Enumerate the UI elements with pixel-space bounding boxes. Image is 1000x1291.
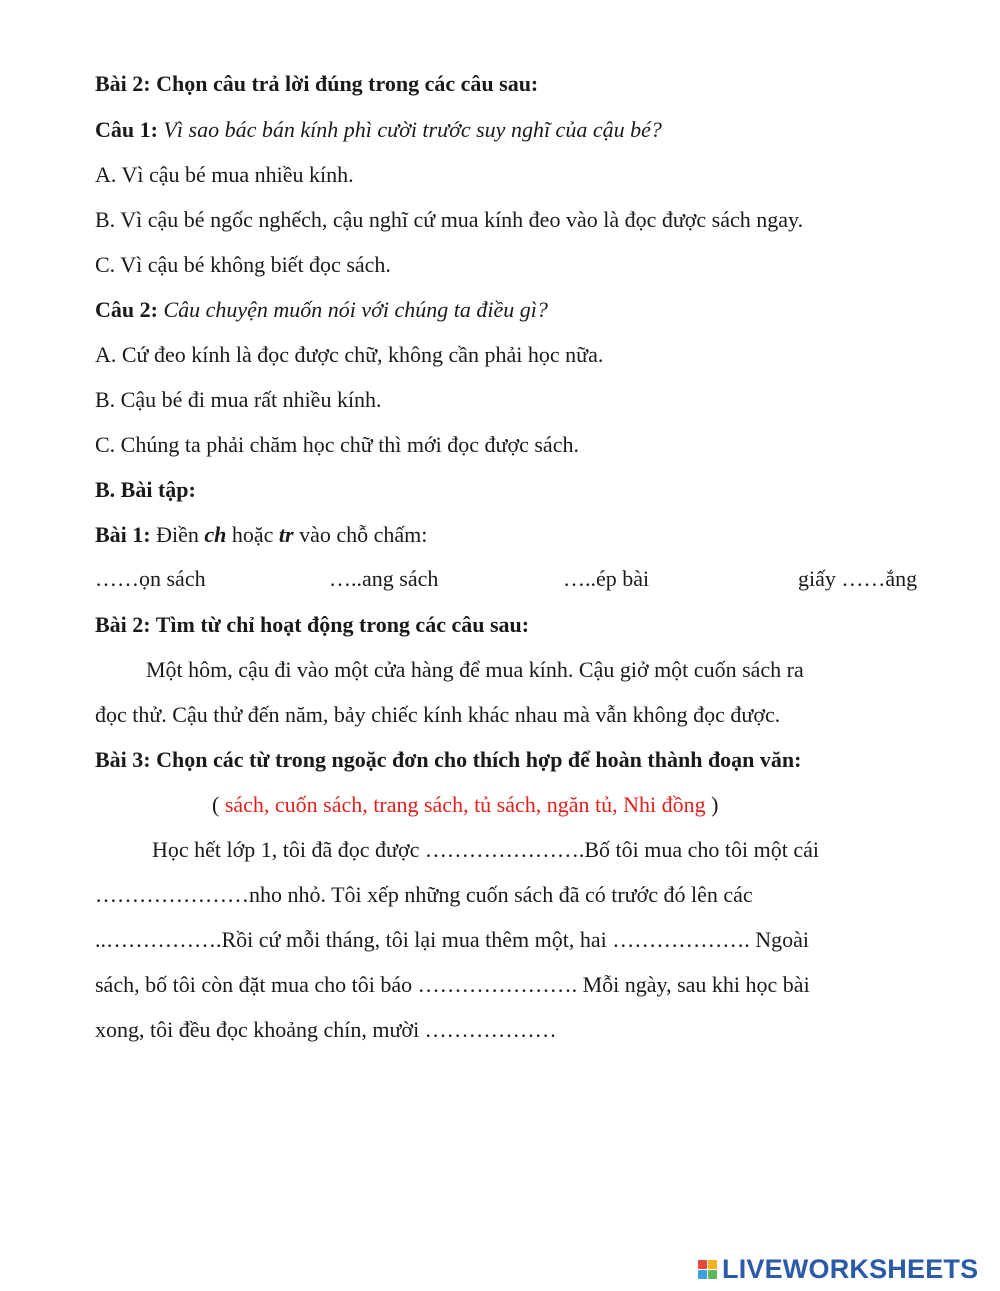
- q1-option-b: B. Vì cậu bé ngốc nghếch, cậu nghĩ cứ mua kính đeo vào là đọc được sách ngay.: [95, 207, 804, 232]
- exercise-1-instruction: [95, 521, 427, 549]
- exercise-2-paragraph-line-2: đọc thử. Cậu thử đến năm, bảy chiếc kính khác nhau mà vẫn không đọc được.: [95, 702, 781, 727]
- q1-option-a: A. Vì cậu bé mua nhiều kính.: [95, 162, 354, 187]
- question-2-label: Câu 2:: [95, 297, 158, 322]
- q2-option-c: C. Chúng ta phải chăm học chữ thì mới đọc được sách.: [95, 432, 579, 457]
- blank-item-1[interactable]: ……ọn sách: [95, 566, 206, 591]
- question-2: [95, 296, 548, 324]
- word-bank-words: sách, cuốn sách, trang sách, tủ sách, ngăn tủ, Nhi đồng: [224, 792, 706, 817]
- word-bank: [212, 791, 718, 819]
- logo-block: [708, 1260, 717, 1269]
- logo-block: [698, 1270, 707, 1279]
- logo-block: [698, 1260, 707, 1269]
- blank-item-3[interactable]: …..ép bài: [563, 566, 650, 591]
- exercise-1-option-ch: ch: [204, 522, 227, 547]
- q1-option-c: C. Vì cậu bé không biết đọc sách.: [95, 252, 391, 277]
- blank-item-4[interactable]: giấy ……ắng: [798, 566, 918, 591]
- question-1-label: Câu 1:: [95, 117, 158, 142]
- exercise-3-line-5[interactable]: xong, tôi đều đọc khoảng chín, mười ………………: [95, 1017, 557, 1042]
- exercise-1-text-pre: Điền: [156, 522, 199, 547]
- question-1-text: Vì sao bác bán kính phì cười trước suy nghĩ của cậu bé?: [163, 117, 662, 142]
- exercise-1-word-or: hoặc: [231, 522, 274, 547]
- exercise-3-line-1[interactable]: Học hết lớp 1, tôi đã đọc được ………………….Bố tôi mua cho tôi một cái: [152, 837, 819, 862]
- exercise-3-line-2[interactable]: …………………nho nhỏ. Tôi xếp những cuốn sách đã có trước đó lên các: [95, 882, 753, 907]
- exercise-1-label: Bài 1:: [95, 522, 151, 547]
- question-1: [95, 116, 662, 144]
- q2-option-a: A. Cứ đeo kính là đọc được chữ, không cần phải học nữa.: [95, 342, 604, 367]
- exercise-2-paragraph-line-1: Một hôm, cậu đi vào một cửa hàng để mua kính. Cậu giở một cuốn sách ra: [146, 657, 804, 682]
- question-2-text: Câu chuyện muốn nói với chúng ta điều gì?: [163, 297, 548, 322]
- logo-text: LIVEWORKSHEETS: [722, 1254, 979, 1284]
- q2-option-b: B. Cậu bé đi mua rất nhiều kính.: [95, 387, 382, 412]
- blank-item-2[interactable]: …..ang sách: [329, 566, 439, 591]
- section-title-bai-tap: B. Bài tập:: [95, 477, 196, 502]
- exercise-1-text-post: vào chỗ chấm:: [299, 522, 428, 547]
- exercise-2-title: Bài 2: Tìm từ chỉ hoạt động trong các câu sau:: [95, 612, 530, 637]
- liveworksheets-logo: [698, 1254, 978, 1284]
- logo-block: [708, 1270, 717, 1279]
- logo-blocks-icon: [698, 1260, 717, 1279]
- word-bank-close-paren: ): [711, 792, 719, 817]
- section-title-bai2: Bài 2: Chọn câu trả lời đúng trong các câu sau:: [95, 71, 539, 96]
- exercise-3-line-4[interactable]: sách, bố tôi còn đặt mua cho tôi báo …………………. Mỗi ngày, sau khi học bài: [95, 972, 810, 997]
- exercise-1-option-tr: tr: [278, 522, 294, 547]
- exercise-3-line-3[interactable]: ..…………….Rồi cứ mỗi tháng, tôi lại mua thêm một, hai ………………. Ngoài: [95, 927, 810, 952]
- exercise-3-title: Bài 3: Chọn các từ trong ngoặc đơn cho thích hợp để hoàn thành đoạn văn:: [95, 747, 802, 772]
- word-bank-open-paren: (: [212, 792, 220, 817]
